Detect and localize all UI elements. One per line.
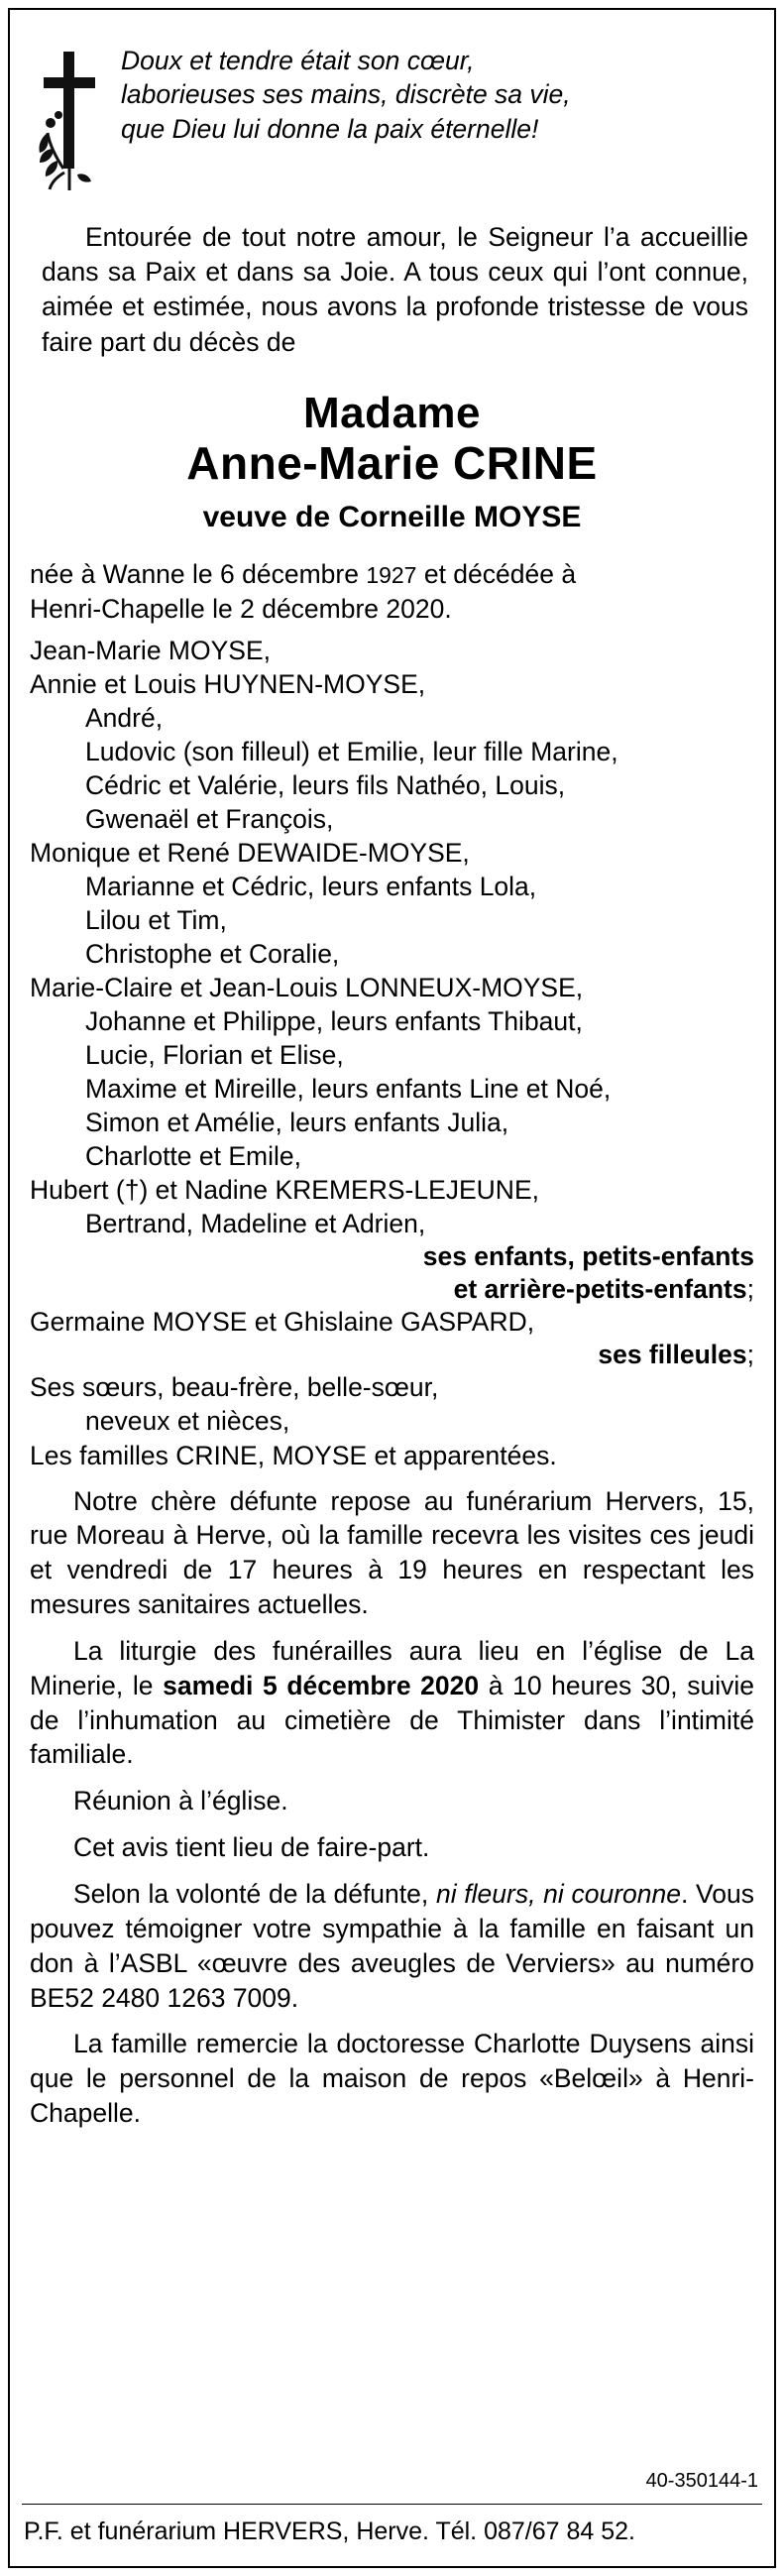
liturgy-paragraph: [30, 1634, 754, 1772]
list-item: Monique et René DEWAIDE-MOYSE,: [30, 837, 470, 868]
birth-year: 1927: [366, 561, 417, 588]
footer-divider: [22, 2504, 762, 2505]
birth-death-line-1: [30, 557, 754, 593]
notice-paragraph: Cet avis tient lieu de faire-part.: [73, 1832, 430, 1863]
list-item: André,: [85, 702, 164, 733]
epigraph: [117, 44, 762, 146]
list-item: Charlotte et Emile,: [85, 1141, 301, 1172]
list-item: Bertrand, Madeline et Adrien,: [85, 1209, 426, 1239]
list-item: neveux et nièces,: [85, 1406, 290, 1437]
role-children-semicolon: ;: [746, 1273, 754, 1304]
list-item: Les familles CRINE, MOYSE et apparentées.: [30, 1440, 557, 1470]
list-item: Hubert (†) et Nadine KREMERS-LEJEUNE,: [30, 1175, 539, 1206]
notice-content: [22, 22, 762, 2554]
funerarium-paragraph: Notre chère défunte repose au funérarium Hervers, 15, rue Moreau à Herve, où la famille recevra les visites ces jeudi et vendredi de 17 heures à 19 heures en respectant les mesures sanitaires actuelles.: [30, 1485, 754, 1620]
intro-paragraph: Entourée de tout notre amour, le Seigneur l’a accueillie dans sa Paix et dans sa Joie. A tous ceux qui l’ont connue, aimée et estimée, nous avons la profonde tristesse de vous faire part du décès de: [42, 222, 748, 357]
list-item: Lucie, Florian et Elise,: [85, 1040, 344, 1071]
flowers-text-post: . Vous pouvez témoigner votre sympathie à la famille en faisant un don à l’ASBL «œuvre des aveugles de Verviers» au numéro BE52 2480 1263 7009.: [30, 1879, 754, 2013]
role-goddaughters-semicolon: ;: [746, 1340, 754, 1370]
list-item: Maxime et Mireille, leurs enfants Line et Noé,: [85, 1074, 612, 1105]
funeral-home-footer: P.F. et funérarium HERVERS, Herve. Tél. 087/67 84 52.: [24, 2517, 635, 2545]
liturgy-text-pre: La liturgie des funérailles aura lieu en l’église de La Minerie, le: [30, 1635, 754, 1700]
role-children-line-1: ses enfants, petits-enfants: [422, 1241, 754, 1272]
list-item: Marianne et Cédric, leurs enfants Lola,: [85, 871, 537, 901]
role-goddaughters-text: ses filleules: [598, 1340, 747, 1370]
list-item: Marie-Claire et Jean-Louis LONNEUX-MOYSE,: [30, 973, 584, 1003]
epigraph-line-2: laborieuses ses mains, discrète sa vie,: [121, 79, 571, 110]
thanks-paragraph: La famille remercie la doctoresse Charlotte Duysens ainsi que le personnel de la maison de repos «Belœil» à Henri-Chapelle.: [30, 2029, 754, 2129]
epigraph-line-3: que Dieu lui donne la paix éternelle!: [121, 113, 539, 144]
deceased-title: Madame: [302, 388, 482, 437]
list-item: Cédric et Valérie, leurs fils Nathéo, Louis,: [85, 769, 566, 800]
list-item: Christophe et Coralie,: [85, 938, 340, 969]
list-item: Gwenaël et François,: [85, 803, 334, 834]
list-item: Ses sœurs, beau-frère, belle-sœur,: [30, 1372, 439, 1403]
goddaughters-names: Germaine MOYSE et Ghislaine GASPARD,: [30, 1307, 535, 1338]
role-children-text: et arrière-petits-enfants: [453, 1273, 747, 1304]
list-item: Ludovic (son filleul) et Emilie, leur fille Marine,: [85, 736, 618, 766]
notice-border: [8, 8, 776, 2568]
liturgy-text-post: à 10 heures 30, suivie de l’inhumation au cimetière de Thimister dans l’intimité familiale.: [30, 1670, 754, 1770]
liturgy-date: samedi 5 décembre 2020: [163, 1670, 480, 1700]
birth-text-a: née à Wanne le 6 décembre: [30, 558, 367, 589]
reference-number: 40-350144-1: [645, 2470, 758, 2492]
deceased-spouse: veuve de Corneille MOYSE: [202, 501, 582, 534]
list-item: Annie et Louis HUYNEN-MOYSE,: [30, 668, 426, 699]
flowers-donation-paragraph: [30, 1877, 754, 2015]
epigraph-line-1: Doux et tendre était son cœur,: [121, 46, 475, 75]
list-item: Lilou et Tim,: [85, 904, 227, 935]
header-row: [22, 22, 762, 194]
reunion-paragraph: Réunion à l’église.: [73, 1786, 288, 1816]
birth-death-line-2: Henri-Chapelle le 2 décembre 2020.: [30, 594, 452, 625]
cross-with-flowers-icon: [34, 46, 105, 194]
flowers-emphasis: ni fleurs, ni couronne: [435, 1879, 681, 1909]
birth-text-b: et décédée à: [416, 558, 577, 589]
list-item: Johanne et Philippe, leurs enfants Thibaut,: [85, 1006, 583, 1037]
deceased-name-block: [22, 390, 762, 535]
birth-death-block: [30, 557, 754, 628]
role-children-line-2: [30, 1273, 754, 1305]
flowers-text-pre: Selon la volonté de la défunte,: [73, 1879, 436, 1909]
list-item: Simon et Amélie, leurs enfants Julia,: [85, 1108, 509, 1138]
list-item: Jean-Marie MOYSE,: [30, 635, 271, 665]
family-list: [30, 634, 754, 1472]
deceased-name: Anne-Marie CRINE: [186, 437, 598, 490]
role-goddaughters: [30, 1339, 754, 1370]
cross-emblem: [22, 44, 117, 194]
